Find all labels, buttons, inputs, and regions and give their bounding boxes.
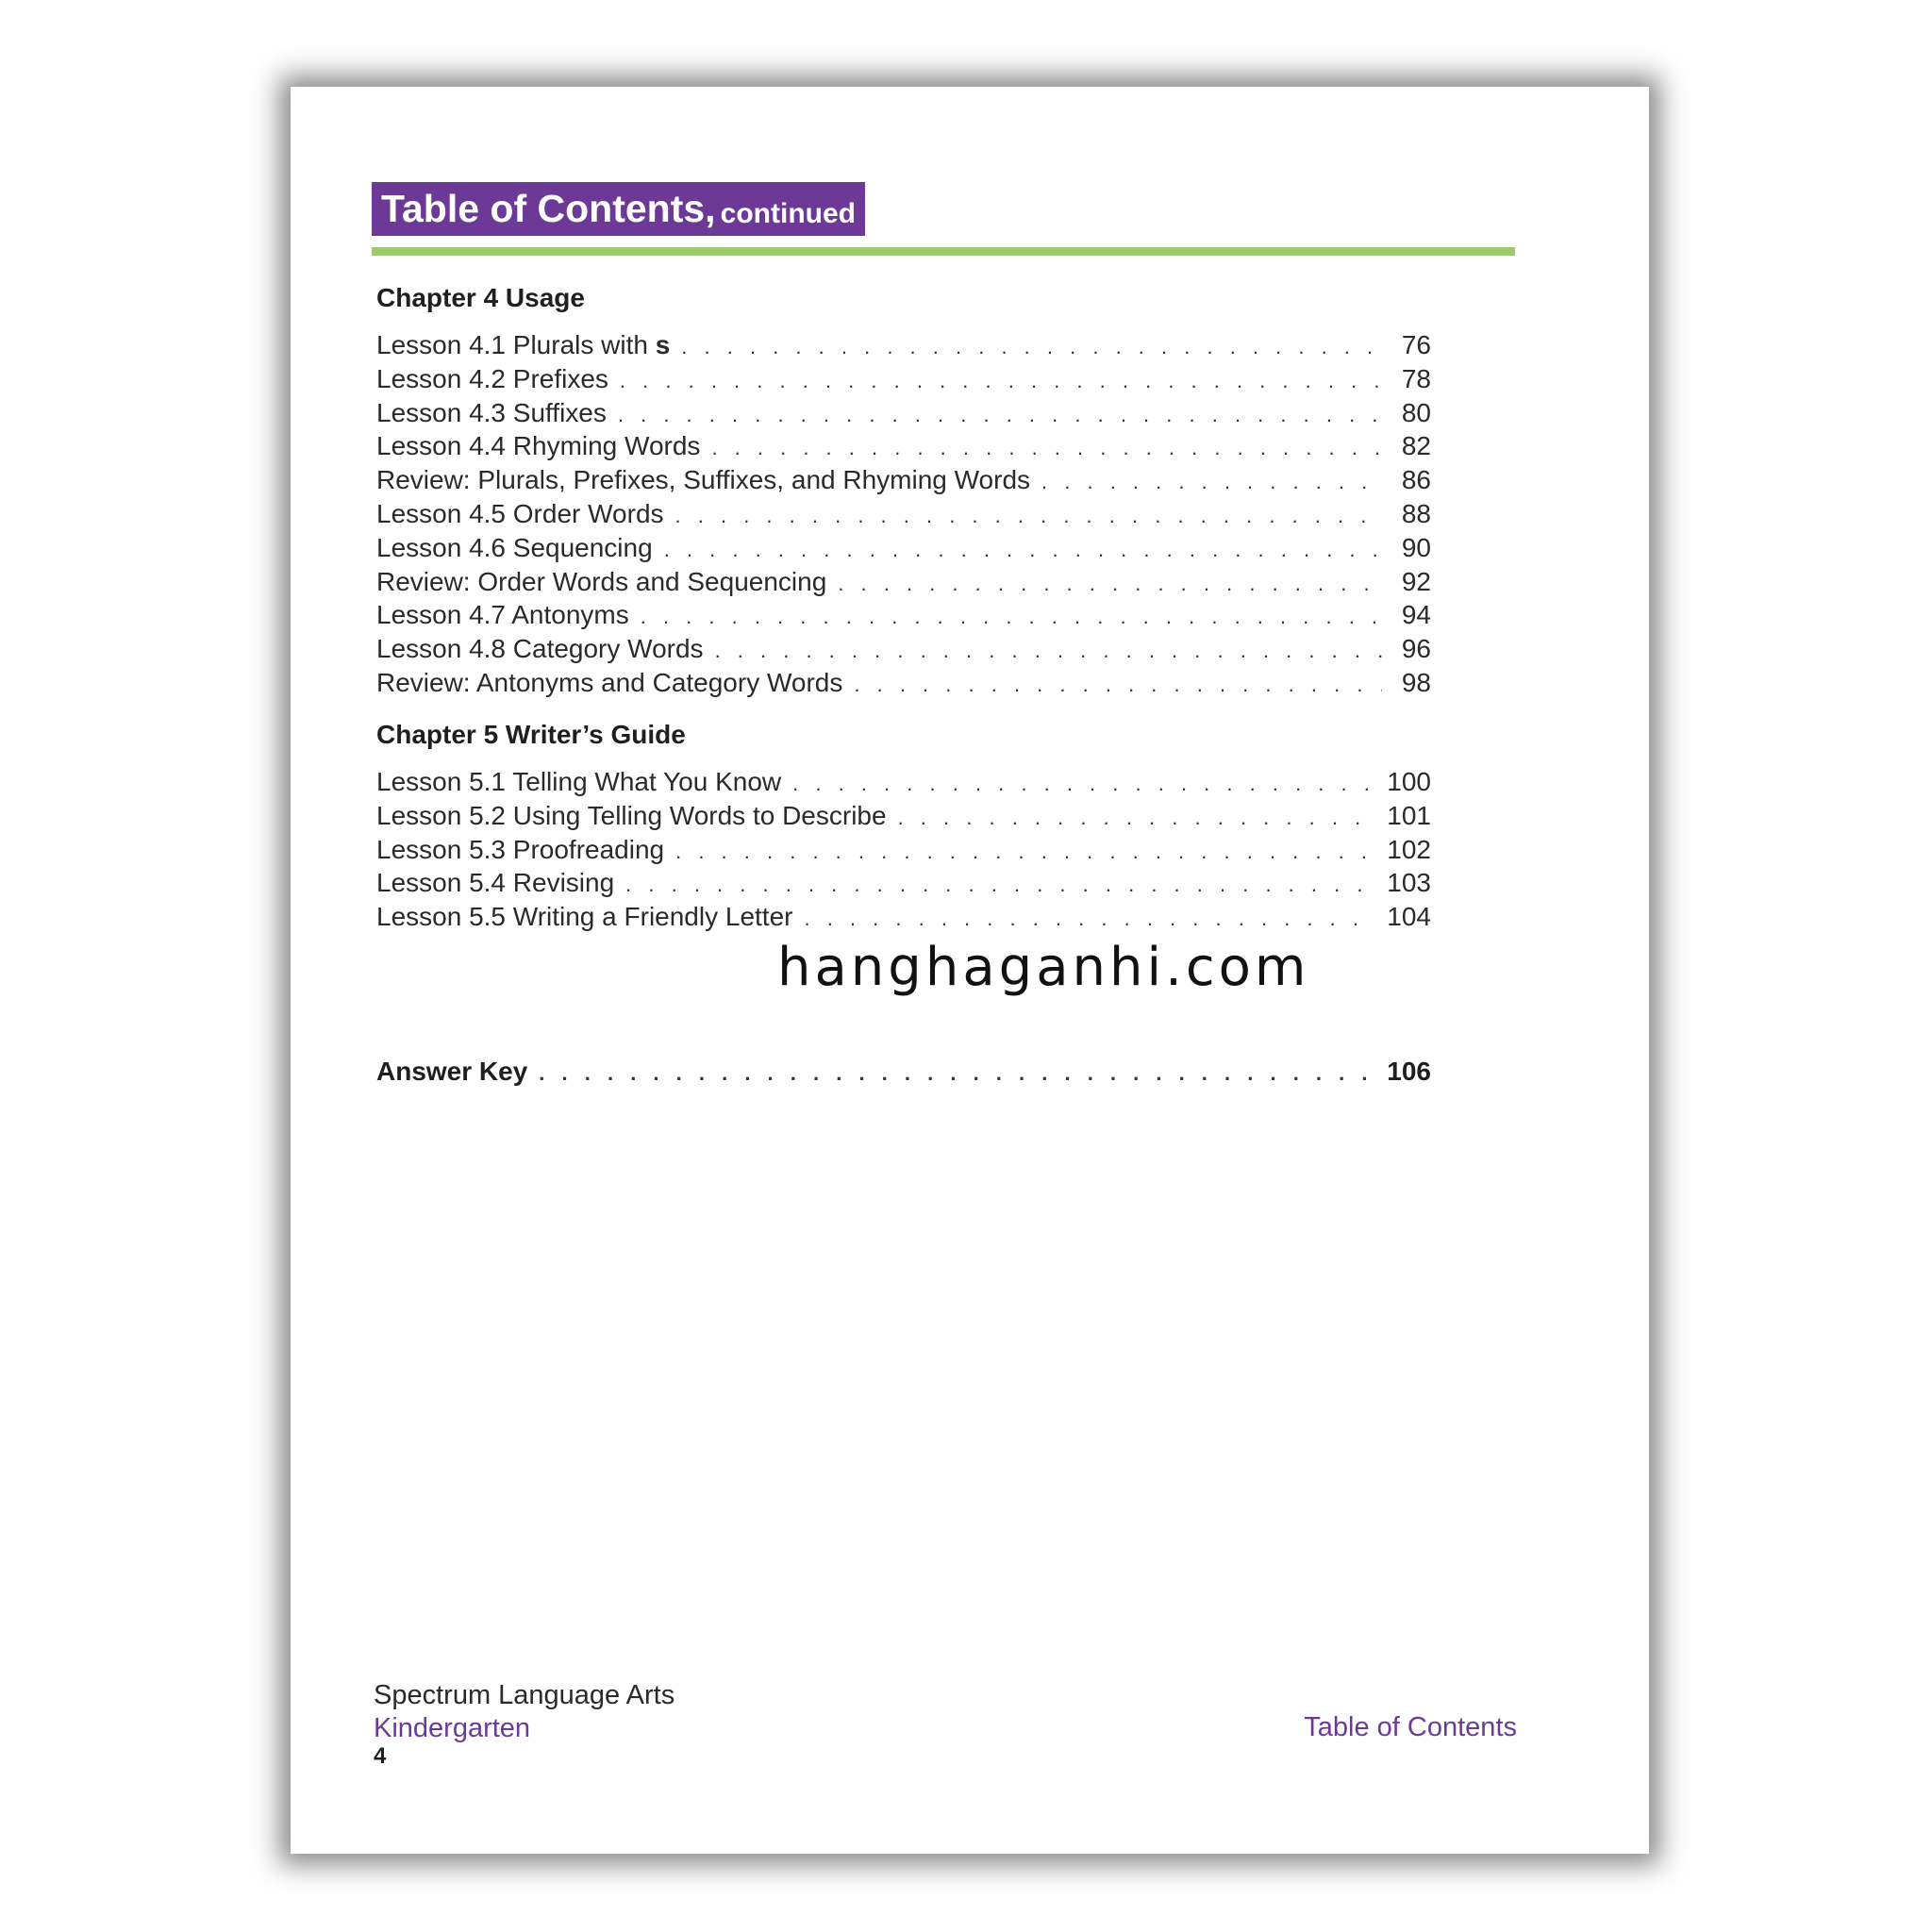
dot-leader [711,436,1382,460]
toc-entry-page: 102 [1387,834,1431,864]
dot-leader [675,840,1375,864]
toc-entry-label: Lesson 5.5 Writing a Friendly Letter [376,902,793,932]
footer-page-number: 4 [374,1743,387,1769]
watermark-text: hanghaganhi.com [777,937,1310,998]
toc-entry-label: Lesson 4.6 Sequencing [376,532,653,562]
toc-entry[interactable] [376,902,1431,936]
toc-entry[interactable] [376,398,1431,432]
toc-entry-page: 98 [1401,667,1431,697]
chapter-4-list [376,330,1431,702]
book-page [291,87,1649,1854]
toc-entry-label: Lesson 5.2 Using Telling Words to Describe [376,800,887,830]
answer-key-label: Answer Key [376,1057,528,1086]
dot-leader [539,1061,1375,1086]
toc-entry[interactable] [376,364,1431,398]
page-content [291,87,1649,1854]
chapter-5-heading: Chapter 5 Writer’s Guide [376,720,686,749]
toc-entry[interactable] [376,801,1431,835]
toc-entry-page: 104 [1387,902,1431,932]
toc-entry[interactable] [376,330,1431,364]
toc-entry-label: Lesson 4.8 Category Words [376,634,704,664]
toc-entry-label: Lesson 5.4 Revising [376,868,615,898]
toc-entry-page: 86 [1401,465,1431,495]
dot-leader [664,538,1382,562]
dot-leader [898,806,1376,830]
page-subtitle: continued [720,197,856,229]
answer-key-entry[interactable] [376,1057,1431,1091]
dot-leader [641,605,1382,629]
toc-entry-page: 88 [1401,498,1431,528]
chapter-5-list [376,767,1431,936]
toc-entry[interactable] [376,767,1431,801]
toc-entry[interactable] [376,668,1431,702]
dot-leader [681,335,1382,359]
answer-key-list [376,1057,1431,1091]
dot-leader [792,772,1375,796]
dot-leader [1041,470,1382,494]
toc-entry-label: Lesson 4.5 Order Words [376,498,664,528]
toc-entry[interactable] [376,499,1431,533]
toc-entry-label: Lesson 4.7 Antonyms [376,600,629,630]
toc-entry-page: 96 [1401,634,1431,664]
toc-entry[interactable] [376,600,1431,634]
toc-entry[interactable] [376,465,1431,499]
dot-leader [838,572,1382,596]
title-divider [372,247,1515,256]
toc-entry[interactable] [376,567,1431,601]
toc-entry[interactable] [376,533,1431,567]
dot-leader [715,639,1382,663]
toc-entry-label: Review: Plurals, Prefixes, Suffixes, and Rhyming Words [376,465,1031,495]
toc-entry-page: 80 [1401,397,1431,427]
toc-entry-page: 90 [1401,532,1431,562]
dot-leader [804,907,1375,931]
toc-entry[interactable] [376,868,1431,902]
toc-entry-page: 78 [1401,363,1431,393]
chapter-4-heading: Chapter 4 Usage [376,283,585,312]
toc-entry-label: Lesson 5.1 Telling What You Know [376,767,782,796]
toc-entry[interactable] [376,431,1431,465]
toc-entry-label: Lesson 4.1 Plurals with s [376,330,671,359]
toc-entry-page: 101 [1387,800,1431,830]
dot-leader [675,504,1382,528]
toc-entry-page: 92 [1401,566,1431,596]
toc-entry-page: 100 [1387,767,1431,796]
toc-entry[interactable] [376,634,1431,668]
answer-key-page: 106 [1387,1057,1431,1086]
toc-entry[interactable] [376,835,1431,869]
toc-entry-page: 82 [1401,431,1431,461]
toc-entry-page: 103 [1387,868,1431,898]
toc-title-banner [372,182,865,236]
toc-entry-label: Lesson 5.3 Proofreading [376,834,665,864]
page-title: Table of Contents, [381,187,716,230]
footer-series-title: Spectrum Language Arts [374,1680,675,1710]
toc-entry-page: 76 [1401,330,1431,359]
dot-leader [625,873,1375,897]
footer-section-name: Table of Contents [1304,1712,1517,1742]
toc-entry-label: Review: Antonyms and Category Words [376,667,843,697]
toc-entry-label: Review: Order Words and Sequencing [376,566,827,596]
footer-grade-level: Kindergarten [374,1713,531,1743]
toc-entry-label: Lesson 4.4 Rhyming Words [376,431,701,461]
dot-leader [618,403,1382,427]
toc-entry-label: Lesson 4.2 Prefixes [376,363,608,393]
footer-book-info [374,1679,675,1768]
dot-leader [620,369,1382,393]
toc-entry-label: Lesson 4.3 Suffixes [376,397,607,427]
toc-entry-page: 94 [1401,600,1431,630]
dot-leader [854,673,1382,697]
